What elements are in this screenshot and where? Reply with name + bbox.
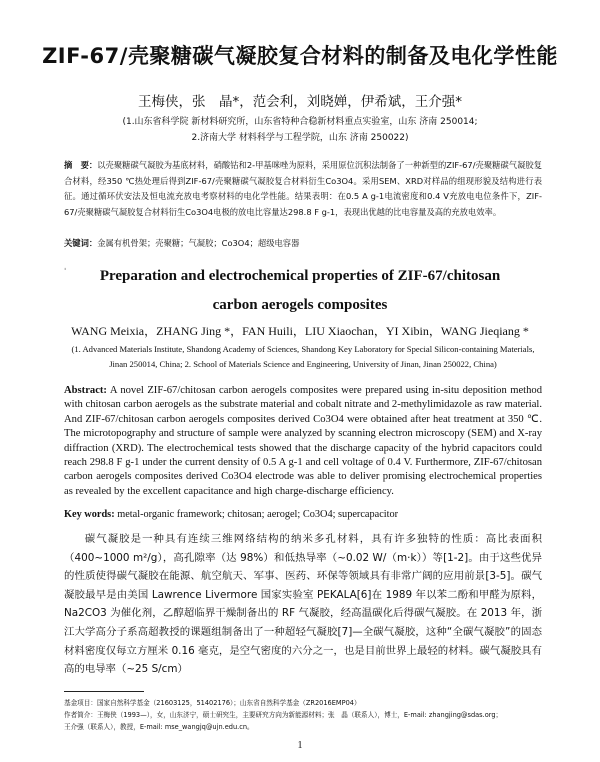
page-number: 1 (297, 740, 303, 751)
keywords-chinese-label: 关键词： (64, 238, 98, 248)
title-english-line-2: carbon aerogels composites (212, 297, 388, 313)
title-english-line-1: Preparation and electrochemical properties of ZIF-67/chitosan (99, 268, 501, 284)
affiliation-chinese-line-1: (1.山东省科学院 新材料研究所，山东省特种合稳新材料重点实验室，山东 济南 250014; (122, 117, 478, 127)
abstract-english (64, 384, 542, 499)
abstract-chinese-label: 摘 要： (64, 160, 98, 170)
footnotes (64, 697, 542, 733)
footnote-funding: 基金项目：国家自然科学基金（21603125，51402176）；山东省自然科学基金（ZR2016EMP04） (64, 699, 361, 707)
title-chinese: ZIF-67/壳聚糖碳气凝胶复合材料的制备及电化学性能 (42, 44, 558, 68)
keywords-english-text: metal-organic framework; chitosan; aerogel; Co3O4; supercapacitor (117, 509, 399, 520)
abstract-chinese (64, 158, 542, 220)
body-paragraph: 碳气凝胶是一种具有连续三维网络结构的纳米多孔材料，具有许多独特的性质：高比表面积（400~1000 m²/g），高孔隙率（达 98%）和低热导率（~0.02 W/（m·k））等[1-2]。由于这些优异的性质使得碳气凝胶在能源、航空航天、军事、医药、环保等领域具有非常广阔的应用前景[3-5]。碳气凝胶最早是由美国 Lawrence Livermore 国家实验室 PEKALA[6]在 1989 年以苯二酚和甲醛为原料，Na2CO3 为催化剂，乙醇超临界干燥制备出的 RF 气凝胶，经高温碳化后得碳气凝胶。在 2013 年，浙江大学高分子系高超教授的课题组制备出了一种超轻气凝胶[7]—全碳气凝胶，这种“全碳气凝胶”的固态材料密度仅每立方厘米 0.16 毫克，是空气密度的六分之一，也是目前世界上最轻的材料。碳气凝胶具有高的电导率（~25 S/cm） (64, 533, 542, 676)
authors-english: WANG Meixia，ZHANG Jing *，FAN Huili，LIU Xiaochan，YI Xibin，WANG Jieqiang * (71, 324, 529, 338)
authors-chinese: 王梅侠，张 晶*，范会利，刘晓婵，伊希斌，王介强* (138, 94, 462, 110)
keywords-chinese-text: 金属有机骨架；壳聚糖；气凝胶；Co3O4；超级电容器 (97, 238, 300, 248)
affiliation-chinese (0, 114, 600, 146)
abstract-english-text: A novel ZIF-67/chitosan carbon aerogels composites were prepared using in-situ deposition method with chitosan carbon aerogels as the substrate material and cobalt nitrate and 2-methylimidazole as raw material. And ZIF-67/chitosan carbon aerogels composites derived Co3O4 were obtained after heat treatment at 350 ℃. The microtopography and structure of sample were analyzed by scanning electron microscopy (SEM) and X-ray diffraction (XRD). The electrochemical tests showed that the discharge capacity of the hybrid capacitors could reach 298.8 F g-1 under the current density of 0.5 A g-1 and cell voltage of 0.4 V. Furthermore, ZIF-67/chitosan carbon aerogels composites derived Co3O4 electrode was able to deliver promising electrochemical properties as revealed by the excellent capacitance and high charge-discharge efficiency. (64, 385, 542, 497)
footnote-contact: 王介强（联系人），教授，E-mail: mse_wangjq@ujn.edu.cn。 (64, 723, 254, 731)
footnote-author-bio: 作者简介：王梅侠（1993—），女，山东济宁，硕士研究生，主要研究方向为新能源材料；张 晶（联系人），博士，E-mail: zhangjing@sdas.org； (64, 711, 503, 719)
footnote-divider (64, 691, 144, 692)
abstract-english-label: Abstract: (64, 385, 107, 396)
keywords-english (64, 509, 542, 520)
affiliation-chinese-line-2: 2.济南大学 材料科学与工程学院，山东 济南 250022) (191, 133, 409, 143)
keywords-chinese (64, 237, 542, 249)
abstract-chinese-text: 以壳聚糖碳气凝胶为基底材料，硝酸钴和2-甲基咪唑为原料，采用原位沉积法制备了一种新型的ZIF-67/壳聚糖碳气凝胶复合材料，经350 ℃热处理后得到ZIF-67/壳聚糖碳气凝胶复合材料衍生Co3O4。采用SEM、XRD对样品的组现形貌及结构进行表征。通过循环伏安法及恒电流充放电考察材料的电化学性能。结果表明：在0.5 A g-1电流密度和0.4 V充放电电位条件下，ZIF-67/壳聚糖碳气凝胶复合材料衍生Co3O4电极的放电比容量达298.8 F g-1，表现出优越的比电容量及高的充放电效率。 (64, 160, 542, 217)
affiliation-english: (1. Advanced Materials Institute, Shandong Academy of Sciences, Shandong Key Laboratory for Special Silicon-containing Materials, Jinan 250014, China; 2. School of Materials Science and Engineering, University of Jinan, Jinan 250022, China) (71, 344, 535, 369)
section-marker-icon: ˌ (64, 262, 67, 271)
keywords-english-label: Key words: (64, 509, 115, 520)
